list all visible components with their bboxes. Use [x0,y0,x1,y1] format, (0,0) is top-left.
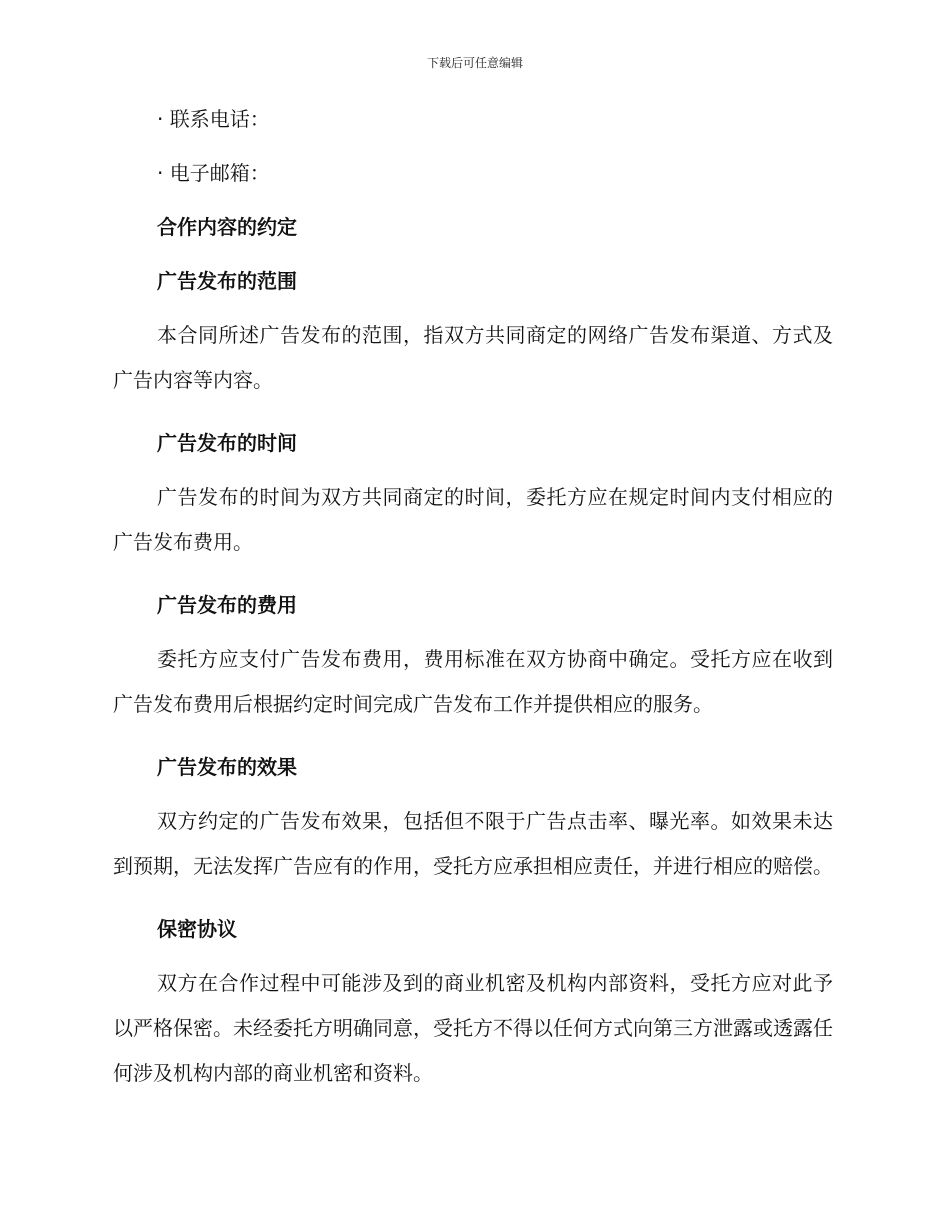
document-body [113,107,833,1124]
section-heading-cooperation: 合作内容的约定 [157,215,297,239]
page-header: 下载后可任意编辑 [426,56,523,70]
paragraph-effect: 双方约定的广告发布效果，包括但不限于广告点击率、曝光率。如效果未达到预期，无法发挥广告应有的作用，受托方应承担相应责任，并进行相应的赔偿。 [113,809,833,878]
paragraph-scope: 本合同所述广告发布的范围，指双方共同商定的网络广告发布渠道、方式及广告内容等内容。 [113,323,833,392]
contact-email-item: · 电子邮箱： [157,161,270,185]
paragraph-time: 广告发布的时间为双方共同商定的时间，委托方应在规定时间内支付相应的广告发布费用。 [113,485,833,554]
paragraph-confidentiality: 双方在合作过程中可能涉及到的商业机密及机构内部资料，受托方应对此予以严格保密。未经委托方明确同意，受托方不得以任何方式向第三方泄露或透露任何涉及机构内部的商业机密和资料。 [113,971,833,1085]
section-heading-fee: 广告发布的费用 [157,593,297,617]
section-heading-scope: 广告发布的范围 [157,269,297,293]
section-heading-confidentiality: 保密协议 [157,917,237,941]
section-heading-time: 广告发布的时间 [157,431,297,455]
contact-phone-item: · 联系电话： [157,107,270,131]
section-heading-effect: 广告发布的效果 [157,755,297,779]
paragraph-fee: 委托方应支付广告发布费用，费用标准在双方协商中确定。受托方应在收到广告发布费用后根据约定时间完成广告发布工作并提供相应的服务。 [113,647,833,716]
